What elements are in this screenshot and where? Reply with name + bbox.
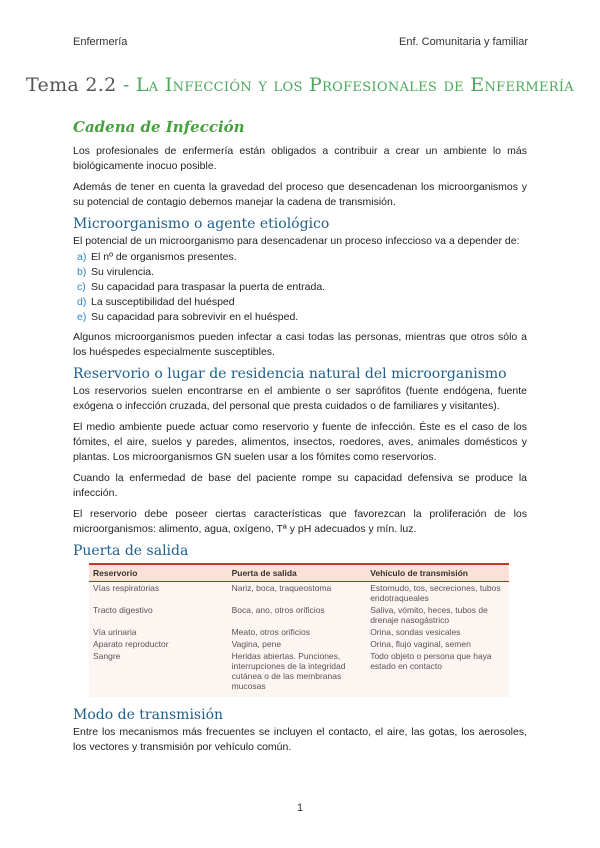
paragraph: El reservorio debe poseer ciertas características que favorezcan la proliferación de los microorganismos: alimento, agua, oxígeno, Tª y pH adecuados y mín. luz. <box>73 508 527 535</box>
list-item <box>77 250 527 265</box>
table-cell: Todo objeto o persona que haya estado en contacto <box>370 651 492 671</box>
paragraph: El potencial de un microorganismo para desencadenar un proceso infeccioso va a depender de: <box>73 235 520 247</box>
table-cell: Estornudo, tos, secreciones, tubos endotraqueales <box>370 583 501 603</box>
table-cell: Meato, otros orificios <box>231 627 311 637</box>
page-title <box>0 74 600 96</box>
list-text: La susceptibilidad del huésped <box>91 296 235 308</box>
table-cell: Nariz, boca, traqueostoma <box>231 583 332 593</box>
subheading-reservorio: Reservorio o lugar de residencia natural del microorganismo <box>73 366 507 382</box>
paragraph: El medio ambiente puede actuar como reservorio y fuente de infección. Éste es el caso de los fómites, el aire, suelos y paredes, alimentos, insectos, roedores, aves, animales domésticos y plantas. Los microorganismos GN suelen usar a los fómites como reservorios. <box>73 421 527 463</box>
list-text: Su capacidad para traspasar la puerta de entrada. <box>91 281 326 293</box>
table-cell: Saliva, vómito, heces, tubos de drenaje nasogástrico <box>370 605 488 625</box>
list-letter: b) <box>77 266 87 278</box>
header-course: Enf. Comunitaria y familiar <box>399 36 528 48</box>
table-cell: Tracto digestivo <box>93 605 153 615</box>
table-row <box>89 638 509 650</box>
subheading-modo-transmision: Modo de transmisión <box>73 707 224 723</box>
list-text: Su virulencia. <box>91 266 155 278</box>
paragraph: Cuando la enfermedad de base del paciente rompe su capacidad defensiva se produce la infección. <box>73 472 527 499</box>
content <box>73 118 527 761</box>
page-number: 1 <box>296 802 304 814</box>
list-letter: d) <box>77 296 87 308</box>
table-cell: Aparato reproductor <box>93 639 169 649</box>
list-text: Su capacidad para sobrevivir en el huésped. <box>91 311 299 323</box>
reservoir-table <box>89 563 509 697</box>
title-prefix: Tema 2.2 <box>26 74 117 96</box>
title-separator: - <box>116 74 136 96</box>
table-cell: Vagina, pene <box>231 639 282 649</box>
paragraph: Algunos microorganismos pueden infectar a casi todas las personas, mientras que otros sólo a los huéspedes especialmente susceptibles. <box>73 331 527 358</box>
title-main: La Infección y los Profesionales de Enfermería <box>135 74 574 96</box>
column-header: Reservorio <box>89 564 228 582</box>
header-subject: Enfermería <box>73 36 128 48</box>
column-header: Puerta de salida <box>228 564 367 582</box>
subheading-microorganismo: Microorganismo o agente etiológico <box>73 216 330 232</box>
table-cell: Boca, ano, otros orificios <box>231 605 325 615</box>
table-row <box>89 650 509 697</box>
subheading-puerta-salida: Puerta de salida <box>73 543 189 559</box>
section-heading-cadena: Cadena de Infección <box>73 118 245 136</box>
table-cell: Heridas abiertas. Punciones, interrupciones de la integridad cutánea o de las membranas mucosas <box>231 651 346 691</box>
table-cell: Sangre <box>93 651 121 661</box>
list-text: El nº de organismos presentes. <box>91 251 237 263</box>
list-letter: a) <box>77 251 87 263</box>
table-row <box>89 582 509 605</box>
list-letter: c) <box>77 281 86 293</box>
table-cell: Vía urinaria <box>93 627 137 637</box>
list-item <box>77 280 527 295</box>
table-row <box>89 626 509 638</box>
table-row <box>89 604 509 626</box>
column-header: Vehículo de transmisión <box>366 564 509 582</box>
list-item <box>77 265 527 280</box>
table-cell: Orina, flujo vaginal, semen <box>370 639 471 649</box>
list-item <box>77 295 527 310</box>
table-cell: Vías respiratorias <box>93 583 160 593</box>
table-header-row <box>89 564 509 582</box>
list-letter: e) <box>77 311 87 323</box>
paragraph: Los profesionales de enfermería están obligados a contribuir a crear un ambiente lo más biológicamente inocuo posible. <box>73 145 527 172</box>
table-cell: Orina, sondas vesicales <box>370 627 461 637</box>
paragraph: Los reservorios suelen encontrarse en el ambiente o ser saprófitos (fuente endógena, fuente exógena o infección cruzada, del personal que presta cuidados o de familiares y visitantes). <box>73 385 527 412</box>
paragraph: Además de tener en cuenta la gravedad del proceso que desencadenan los microorganismos y su potencial de contagio debemos manejar la cadena de transmisión. <box>73 181 527 208</box>
factor-list <box>73 250 527 325</box>
list-item <box>77 310 527 325</box>
paragraph: Entre los mecanismos más frecuentes se incluyen el contacto, el aire, las gotas, los aerosoles, los vectores y transmisión por vehículo común. <box>73 726 527 753</box>
